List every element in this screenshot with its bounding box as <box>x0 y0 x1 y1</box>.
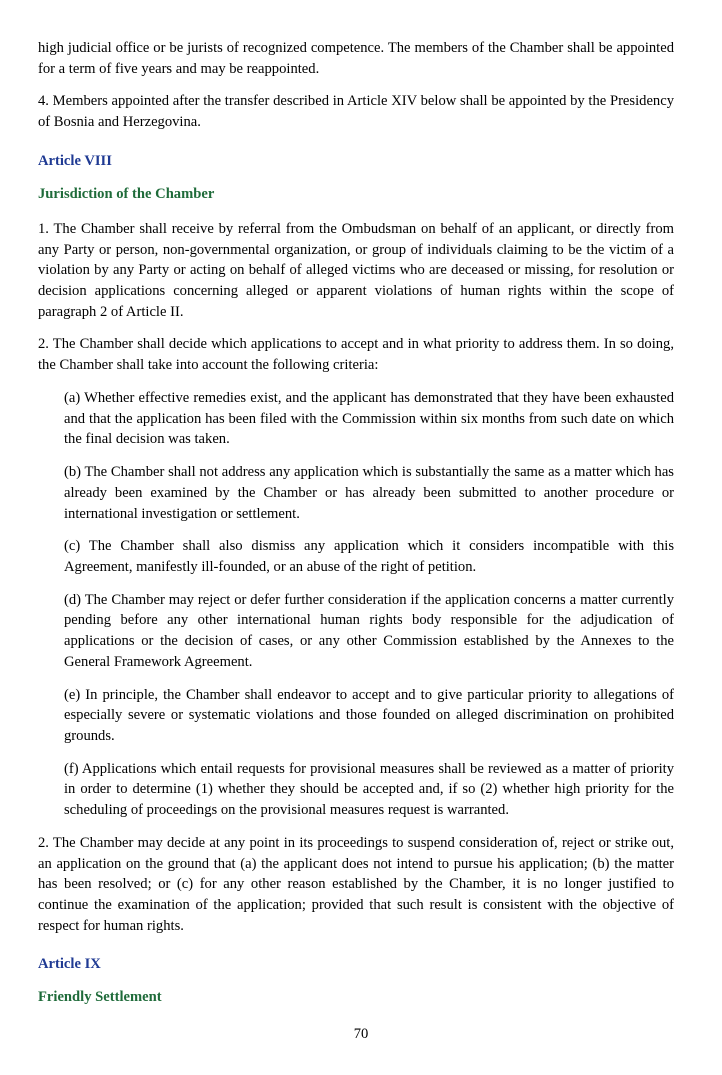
heading-friendly-settlement: Friendly Settlement <box>38 989 162 1006</box>
paragraph-viii-2-c: (c) The Chamber shall also dismiss any application which it considers incompatible with this Agreement, manifestly ill-founded, or an abuse of the right of petition. <box>64 538 674 575</box>
paragraph-viii-1: 1. The Chamber shall receive by referral from the Ombudsman on behalf of an applicant, or directly from any Party or person, non-governmental organization, or group of individuals claiming to be the victim of a violation by any Party or acting on behalf of alleged victims who are deceased or missing, for resolution or decision applications concerning alleged or apparent violations of human rights within the scope of paragraph 2 of Article II. <box>38 220 674 320</box>
heading-jurisdiction-of-the-chamber: Jurisdiction of the Chamber <box>38 185 215 202</box>
paragraph-viii-2-b: (b) The Chamber shall not address any application which is substantially the same as a matter which has already been examined by the Chamber or has already been submitted to another procedure or international investigation or settlement. <box>64 464 674 522</box>
paragraph-article-vii-4: 4. Members appointed after the transfer described in Article XIV below shall be appointed by the Presidency of Bosnia and Herzegovina. <box>38 93 674 131</box>
document-body <box>38 38 674 1006</box>
paragraph-viii-2: 2. The Chamber shall decide which applications to accept and in what priority to address them. In so doing, the Chamber shall take into account the following criteria: <box>38 336 674 374</box>
heading-article-viii: Article VIII <box>38 152 112 169</box>
heading-article-ix: Article IX <box>38 956 101 973</box>
paragraph-viii-2-f: (f) Applications which entail requests for provisional measures shall be reviewed as a matter of priority in order to determine (1) whether they should be accepted and, if so (2) whether high priority for the scheduling of proceedings on the provisional measures request is warranted. <box>64 760 674 819</box>
page-top-margin <box>0 0 722 10</box>
paragraph-viii-2-d: (d) The Chamber may reject or defer further consideration if the application concerns a matter currently pending before any other international human rights body responsible for the adjudication of applications or the decision of cases, or any other Commission established by the Annexes to the General Framework Agreement. <box>64 591 674 670</box>
paragraph-viii-2-second: 2. The Chamber may decide at any point in its proceedings to suspend consideration of, reject or strike out, an application on the ground that (a) the applicant does not intend to pursue his application; (b) the matter has been resolved; or (c) for any other reason established by the Chamber, it is no longer justified to continue the examination of the application; provided that such result is consistent with the objective of respect for human rights. <box>38 834 674 934</box>
paragraph-viii-2-e: (e) In principle, the Chamber shall endeavor to accept and to give particular priority to allegations of especially severe or systematic violations and those founded on alleged discrimination on prohibited grounds. <box>64 686 674 744</box>
page-number: 70 <box>353 1026 369 1042</box>
paragraph-viii-2-a: (a) Whether effective remedies exist, and the applicant has demonstrated that they have been exhausted and that the application has been filed with the Commission within six months from such date on which the final decision was taken. <box>64 389 674 448</box>
paragraph-article-vii-continued: high judicial office or be jurists of recognized competence. The members of the Chamber shall be appointed for a term of five years and may be reappointed. <box>38 40 674 77</box>
